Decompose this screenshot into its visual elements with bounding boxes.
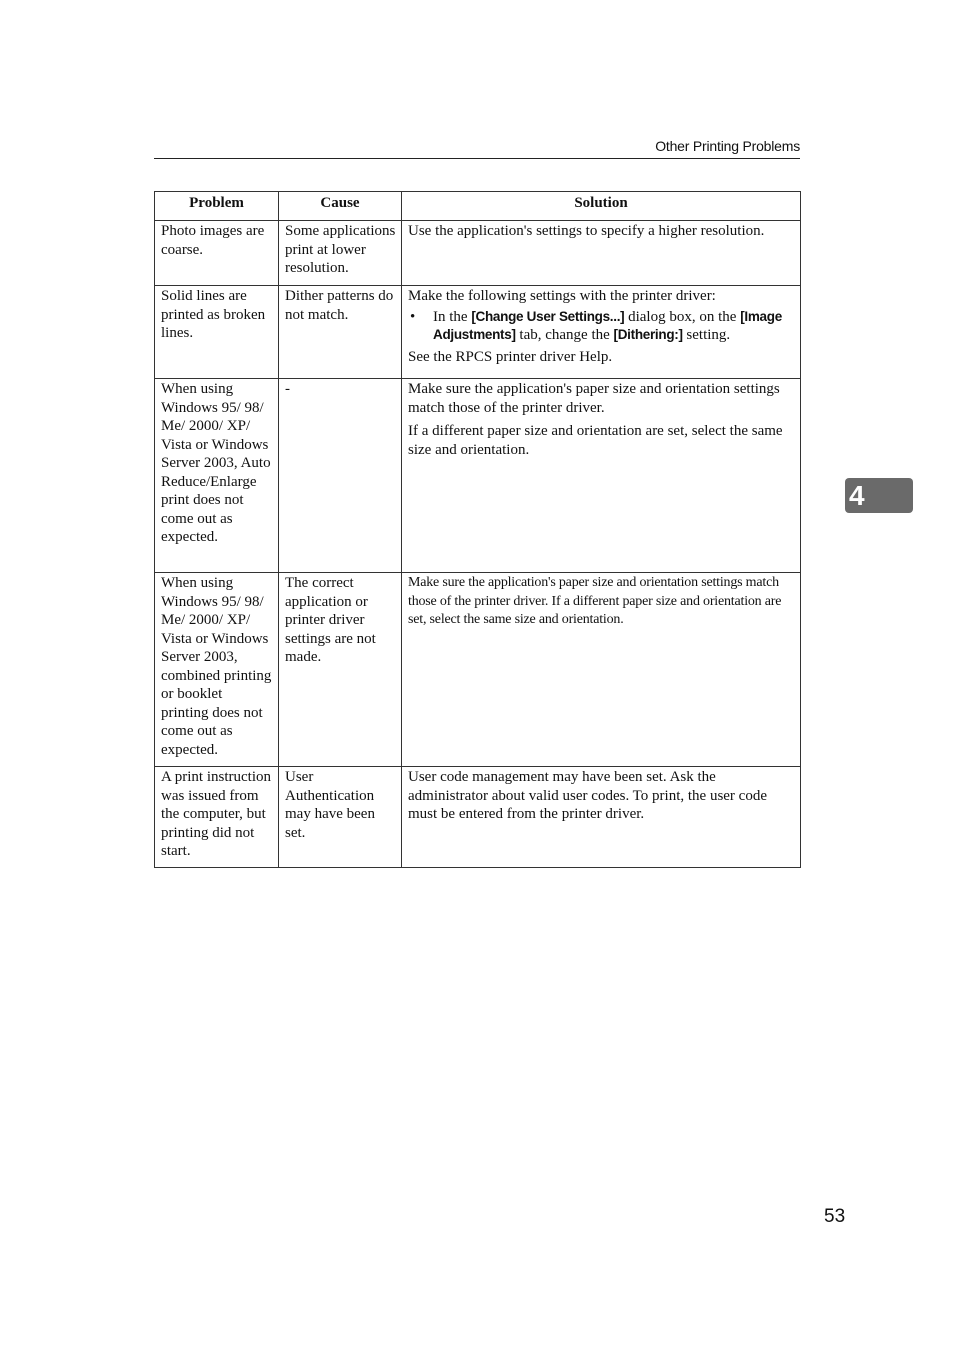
cause-cell: User Authentication may have been set. — [279, 767, 402, 868]
solution-text: If a different paper size and orientation are set, select the same size and orientation. — [408, 423, 783, 458]
problem-cell: Solid lines are printed as broken lines. — [155, 286, 279, 379]
table-row — [155, 379, 801, 573]
cause-cell: Dither patterns do not match. — [279, 286, 402, 379]
header-rule — [154, 158, 800, 159]
cause-cell: Some applications print at lower resolution. — [279, 221, 402, 286]
table-row — [155, 286, 801, 379]
bullet-text-part: dialog box, on the — [624, 308, 741, 325]
problem-cell: When using Windows 95/ 98/ Me/ 2000/ XP/ Vista or Windows Server 2003, combined printing or booklet printing does not come out as expected. — [155, 573, 279, 767]
solution-bullet — [408, 308, 795, 345]
troubleshooting-table — [154, 191, 801, 868]
problem-cell: When using Windows 95/ 98/ Me/ 2000/ XP/ Vista or Windows Server 2003, Auto Reduce/Enlarge print does not come out as expected. — [155, 379, 279, 573]
column-header-cause: Cause — [279, 192, 402, 221]
solution-cell — [402, 573, 801, 767]
table-row — [155, 221, 801, 286]
chapter-tab: 4 — [845, 478, 913, 513]
cause-cell: The correct application or printer driver settings are not made. — [279, 573, 402, 767]
ui-label-image-adjustments: [Image Adjustments] — [433, 308, 782, 342]
solution-text: Use the application's settings to specify a higher resolution. — [408, 223, 765, 239]
ui-label-dithering: [Dithering:] — [613, 327, 683, 342]
solution-text: Make the following settings with the printer driver: — [408, 288, 716, 304]
problem-cell: Photo images are coarse. — [155, 221, 279, 286]
solution-cell — [402, 286, 801, 379]
table-row — [155, 573, 801, 767]
solution-cell — [402, 767, 801, 868]
table-header-row — [155, 192, 801, 221]
solution-cell — [402, 221, 801, 286]
cause-cell: - — [279, 379, 402, 573]
table-row — [155, 767, 801, 868]
bullet-text-part: In the — [433, 308, 472, 325]
bullet-text — [433, 308, 795, 345]
column-header-problem: Problem — [155, 192, 279, 221]
solution-text: Make sure the application's paper size and orientation settings match those of the printer driver. — [408, 381, 780, 416]
solution-text: See the RPCS printer driver Help. — [408, 348, 613, 365]
column-header-solution: Solution — [402, 192, 801, 221]
bullet-text-part: tab, change the — [515, 327, 614, 343]
solution-text: User code management may have been set. Ask the administrator about valid user codes. To print, the user code must be entered from the printer driver. — [408, 769, 767, 822]
bullet-text-part: setting. — [682, 327, 731, 343]
ui-label-change-user-settings: [Change User Settings...] — [471, 308, 625, 324]
problem-cell: A print instruction was issued from the computer, but printing did not start. — [155, 767, 279, 868]
solution-cell — [402, 379, 801, 573]
page-number: 53 — [824, 1206, 846, 1227]
bullet-icon: • — [410, 308, 416, 325]
solution-text: Make sure the application's paper size and orientation settings match those of the printer driver. If a different paper size and orientation are set, select the same size and orientation. — [408, 575, 782, 627]
running-header: Other Printing Problems — [655, 138, 800, 154]
